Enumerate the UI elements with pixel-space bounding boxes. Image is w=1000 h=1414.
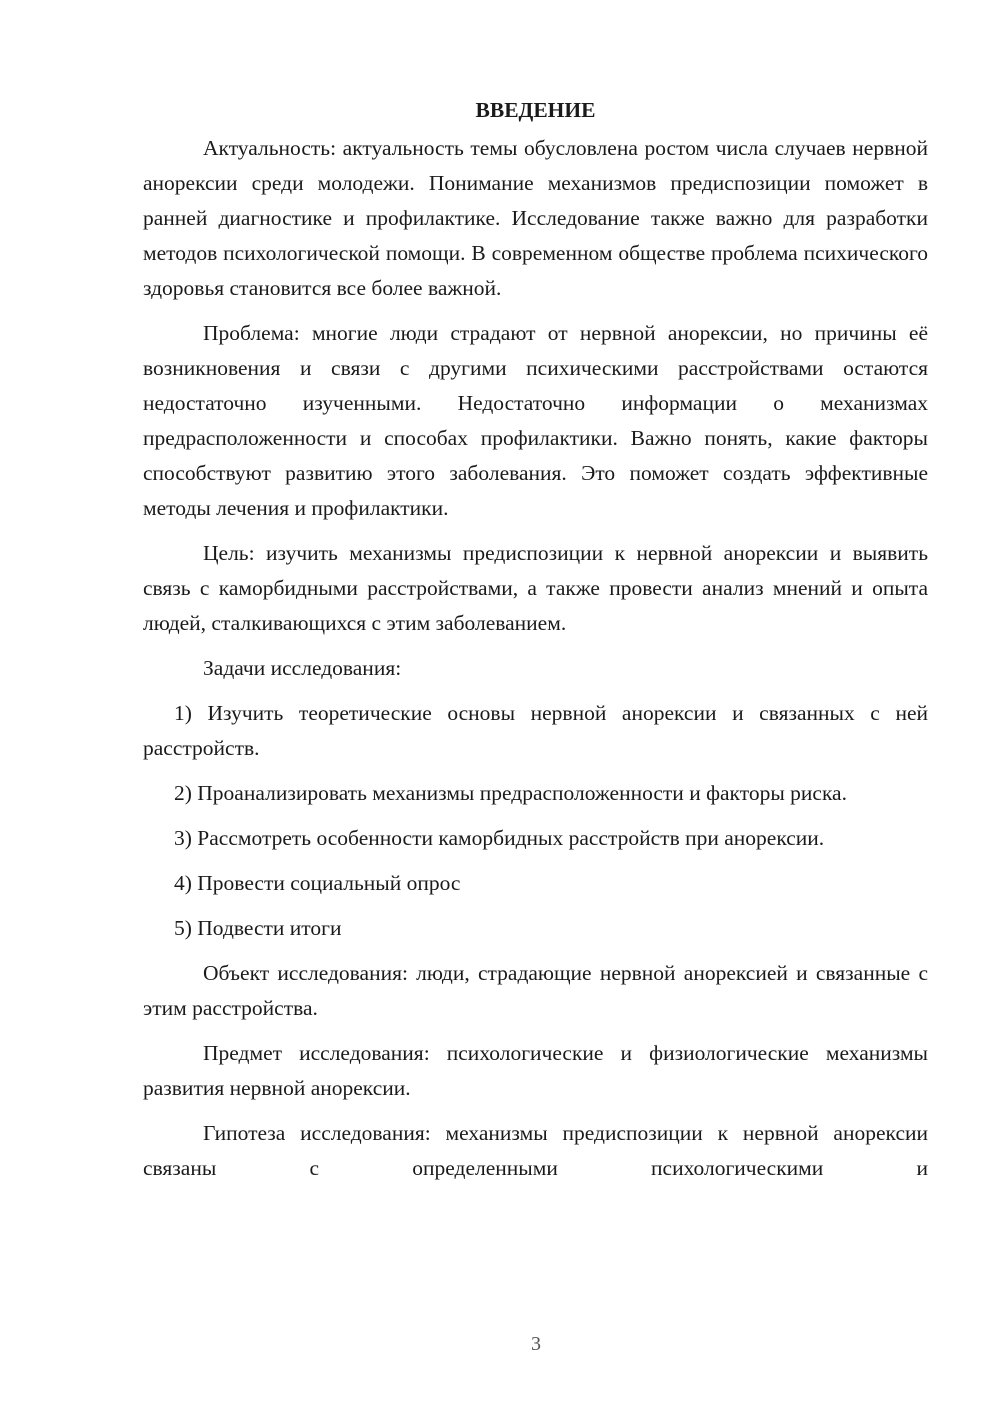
page-number: 3: [531, 1333, 541, 1355]
task-item-3: 3) Рассмотреть особенности каморбидных расстройств при анорексии.: [174, 826, 825, 850]
paragraph-hypothesis: Гипотеза исследования: механизмы предиспозиции к нервной анорексии связаны с определенными психологическими и: [143, 1121, 928, 1180]
task-item-5: 5) Подвести итоги: [174, 916, 342, 940]
task-item-1: 1) Изучить теоретические основы нервной анорексии и связанных с ней расстройств.: [143, 701, 928, 760]
page-content: [143, 92, 928, 1186]
paragraph-object: Объект исследования: люди, страдающие нервной анорексией и связанные с этим расстройства.: [143, 961, 928, 1020]
paragraph-subject: Предмет исследования: психологические и физиологические механизмы развития нервной анорексии.: [143, 1041, 928, 1100]
tasks-heading: Задачи исследования:: [203, 656, 402, 680]
section-heading: ВВЕДЕНИЕ: [475, 98, 596, 122]
task-item-2: 2) Проанализировать механизмы предрасположенности и факторы риска.: [174, 781, 847, 805]
paragraph-goal: Цель: изучить механизмы предиспозиции к нервной анорексии и выявить связь с каморбидными расстройствами, а также провести анализ мнений и опыта людей, сталкивающихся с этим заболеванием.: [143, 541, 928, 635]
paragraph-problem: Проблема: многие люди страдают от нервной анорексии, но причины её возникновения и связи с другими психическими расстройствами остаются недостаточно изученными. Недостаточно информации о механизмах предрасположенности и способах профилактики. Важно понять, какие факторы способствуют развитию этого заболевания. Это поможет создать эффективные методы лечения и профилактики.: [143, 321, 928, 520]
paragraph-relevance: Актуальность: актуальность темы обусловлена ростом числа случаев нервной анорексии среди молодежи. Понимание механизмов предиспозиции поможет в ранней диагностике и профилактике. Исследование также важно для разработки методов психологической помощи. В современном обществе проблема психического здоровья становится все более важной.: [143, 136, 928, 300]
task-item-4: 4) Провести социальный опрос: [174, 871, 461, 895]
